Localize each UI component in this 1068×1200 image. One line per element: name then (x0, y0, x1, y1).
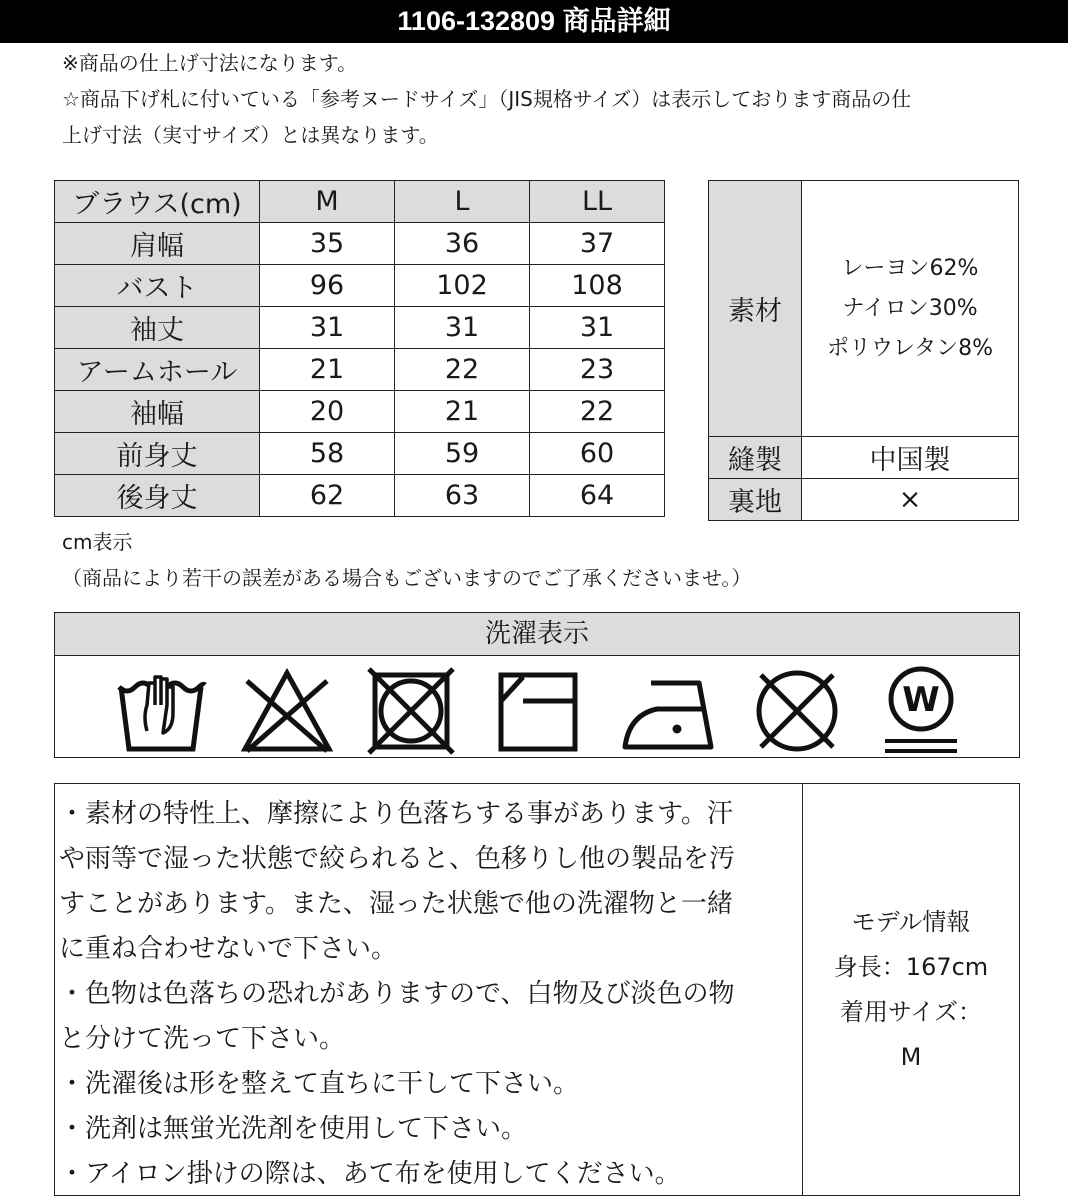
cell: 102 (395, 265, 530, 307)
lining-value: × (802, 479, 1019, 521)
cell: 21 (395, 391, 530, 433)
hand-wash-text: 手 (113, 665, 114, 666)
cell: 63 (395, 475, 530, 517)
row-label: 袖幅 (55, 391, 260, 433)
cell: 60 (530, 433, 665, 475)
material-value: レーヨン62% (841, 255, 979, 281)
care-note-line: ・素材の特性上、摩擦により色落ちする事があります。汗 (59, 799, 733, 829)
row-label: 袖丈 (55, 307, 260, 349)
lining-row (709, 479, 1019, 521)
table-row (55, 265, 665, 307)
cell: 96 (260, 265, 395, 307)
table-row (55, 433, 665, 475)
wet-clean-gentle-icon (881, 665, 961, 757)
model-info-title: モデル情報 (851, 907, 971, 936)
cell: 37 (530, 223, 665, 265)
cell: 31 (530, 307, 665, 349)
cell: 20 (260, 391, 395, 433)
header-cell: M (260, 181, 395, 223)
disclaimer: （商品により若干の誤差がある場合もございますのでご了承くださいませ。） (62, 566, 752, 590)
note-line: ※商品の仕上げ寸法になります。 (62, 51, 358, 75)
cell: 62 (260, 475, 395, 517)
no-tumble-dry-icon (365, 665, 457, 755)
material-values (802, 181, 1019, 437)
care-note-line: すことがあります。また、湿った状態で他の洗濯物と一緒 (59, 889, 733, 919)
cell: 21 (260, 349, 395, 391)
material-value: ポリウレタン8% (826, 335, 994, 361)
table-row (55, 307, 665, 349)
material-row (709, 181, 1019, 437)
header-cell: LL (530, 181, 665, 223)
cell: 23 (530, 349, 665, 391)
row-label: 後身丈 (55, 475, 260, 517)
header-cell: L (395, 181, 530, 223)
note-line: 上げ寸法（実寸サイズ）とは異なります。 (62, 123, 439, 147)
model-info (803, 784, 1019, 1195)
material-value: ナイロン30% (842, 295, 978, 321)
model-size-label: 着用サイズ： (839, 997, 983, 1026)
model-height: 身長：167cm (833, 952, 989, 981)
row-label: 前身丈 (55, 433, 260, 475)
iron-low-icon (621, 665, 717, 755)
cell: 64 (530, 475, 665, 517)
row-label: バスト (55, 265, 260, 307)
sewing-label: 縫製 (709, 437, 802, 479)
no-bleach-icon (237, 665, 337, 755)
care-note-line: ・アイロン掛けの際は、あて布を使用してください。 (59, 1159, 681, 1189)
table-row (55, 475, 665, 517)
cell: 31 (260, 307, 395, 349)
sewing-row (709, 437, 1019, 479)
wet-clean-text: W (902, 680, 940, 720)
cell: 36 (395, 223, 530, 265)
sewing-value: 中国製 (802, 437, 1019, 479)
table-row (55, 223, 665, 265)
note-line: ☆商品下げ札に付いている「参考ヌードサイズ」（JIS規格サイズ）は表示しております商品の仕 (62, 87, 912, 111)
cell: 22 (395, 349, 530, 391)
hand-wash-icon (113, 665, 209, 755)
cell: 108 (530, 265, 665, 307)
care-notes (55, 784, 803, 1195)
care-section (54, 612, 1020, 758)
care-note-line: ・色物は色落ちの恐れがありますので、白物及び淡色の物 (59, 979, 735, 1009)
line-dry-shade-icon (497, 665, 581, 755)
care-note-line: に重ね合わせないで下さい。 (59, 934, 398, 964)
table-row (55, 391, 665, 433)
cell: 31 (395, 307, 530, 349)
unit-note: cm表示 (62, 530, 133, 554)
row-label: 肩幅 (55, 223, 260, 265)
lining-label: 裏地 (709, 479, 802, 521)
row-label: アームホール (55, 349, 260, 391)
model-size-value: M (900, 1042, 922, 1071)
material-table (708, 180, 1019, 521)
cell: 22 (530, 391, 665, 433)
table-row (55, 349, 665, 391)
cell: 35 (260, 223, 395, 265)
cell: 59 (395, 433, 530, 475)
care-title: 洗濯表示 (55, 613, 1019, 656)
care-note-line: や雨等で湿った状態で絞られると、色移りし他の製品を汚 (59, 844, 736, 874)
care-note-line: と分けて洗って下さい。 (59, 1024, 346, 1054)
care-note-line: ・洗剤は無蛍光洗剤を使用して下さい。 (59, 1114, 528, 1144)
material-label: 素材 (709, 181, 802, 437)
notes-box (54, 783, 1020, 1196)
header-cell: ブラウス(cm) (55, 181, 260, 223)
no-dry-clean-icon (749, 665, 845, 755)
page-title: 1106-132809 商品詳細 (0, 0, 1068, 43)
care-note-line: ・洗濯後は形を整えて直ちに干して下さい。 (59, 1069, 580, 1099)
cell: 58 (260, 433, 395, 475)
size-table-header (55, 181, 665, 223)
size-table (54, 180, 665, 517)
